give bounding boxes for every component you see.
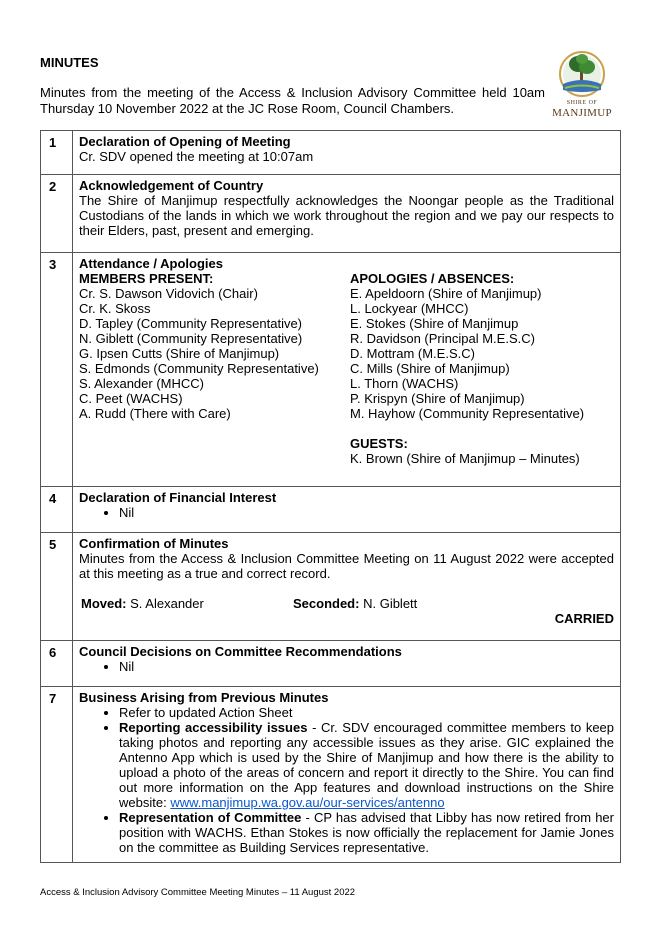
section-title: Declaration of Opening of Meeting	[79, 134, 291, 149]
logo-shire-of-text: SHIRE OF	[566, 100, 598, 106]
apologies-list	[350, 271, 614, 466]
list-item: Cr. K. Skoss	[79, 301, 151, 316]
list-item: • Nil	[119, 505, 614, 520]
table-row	[41, 175, 621, 253]
item-number: 6	[49, 645, 57, 660]
list-item: E. Stokes (Shire of Manjimup	[350, 316, 519, 331]
moved-label: Moved:	[81, 596, 127, 611]
list-item: Cr. S. Dawson Vidovich (Chair)	[79, 286, 258, 301]
section-title: Attendance / Apologies	[79, 256, 223, 271]
apologies-heading: APOLOGIES / ABSENCES:	[350, 271, 515, 286]
list-item: P. Krispyn (Shire of Manjimup)	[350, 391, 525, 406]
seconded-value: N. Giblett	[363, 596, 418, 611]
list-item: C. Mills (Shire of Manjimup)	[350, 361, 510, 376]
section-title: Council Decisions on Committee Recommendations	[79, 644, 402, 659]
list-item: D. Mottram (M.E.S.C)	[350, 346, 475, 361]
item-number: 1	[49, 135, 57, 150]
seconded-label: Seconded:	[293, 596, 360, 611]
section-text: Minutes from the Access & Inclusion Committee Meeting on 11 August 2022 were accepted at this meeting as a true and correct record.	[79, 551, 614, 581]
section-title: Business Arising from Previous Minutes	[79, 690, 329, 705]
item-number: 5	[49, 537, 57, 552]
members-present-list	[79, 271, 350, 466]
list-item: E. Apeldoorn (Shire of Manjimup)	[350, 286, 542, 301]
section-title: Confirmation of Minutes	[79, 536, 229, 551]
table-row	[41, 533, 621, 641]
list-item: D. Tapley (Community Representative)	[79, 316, 303, 331]
shire-logo	[551, 50, 613, 126]
table-row	[41, 487, 621, 533]
item-number: 3	[49, 257, 57, 272]
section-title: Acknowledgement of Country	[79, 178, 264, 193]
item-number: 7	[49, 691, 57, 706]
list-item: M. Hayhow (Community Representative)	[350, 406, 585, 421]
list-item: L. Lockyear (MHCC)	[350, 301, 469, 316]
logo-manjimup-text: MANJIMUP	[552, 107, 612, 119]
section-text: Cr. SDV opened the meeting at 10:07am	[79, 149, 314, 164]
minutes-table	[40, 130, 621, 863]
list-item: L. Thorn (WACHS)	[350, 376, 459, 391]
members-heading: MEMBERS PRESENT:	[79, 271, 214, 286]
table-row	[41, 641, 621, 687]
list-item: N. Giblett (Community Representative)	[79, 331, 303, 346]
shire-logo-emblem	[551, 50, 613, 102]
list-item: S. Alexander (MHCC)	[79, 376, 204, 391]
list-item: S. Edmonds (Community Representative)	[79, 361, 319, 376]
table-row	[41, 131, 621, 175]
list-item: R. Davidson (Principal M.E.S.C)	[350, 331, 535, 346]
page-title: MINUTES	[40, 55, 99, 70]
moved-value: S. Alexander	[130, 596, 204, 611]
section-text: The Shire of Manjimup respectfully acknowledges the Noongar people as the Traditional Custodians of the lands in which we work throughout the region and we pay our respects to their Elders, past, present and emerging.	[79, 193, 614, 238]
antenno-link[interactable]: www.manjimup.wa.gov.au/our-services/antenno	[170, 795, 445, 810]
table-row	[41, 687, 621, 863]
list-item: • Representation of Committee - CP has advised that Libby has now retired from her position with WACHS. Ethan Stokes is now officially the replacement for Jamie Jones on the committee as Building Services representative.	[119, 810, 614, 855]
list-item: A. Rudd (There with Care)	[79, 406, 231, 421]
bullet-heading: Representation of Committee	[119, 810, 302, 825]
guests-heading: GUESTS:	[350, 436, 408, 451]
motion-result: CARRIED	[554, 611, 614, 626]
item-number: 2	[49, 179, 57, 194]
list-item: K. Brown (Shire of Manjimup – Minutes)	[350, 451, 580, 466]
page-footer: Access & Inclusion Advisory Committee Meeting Minutes – 11 August 2022	[40, 887, 356, 898]
section-title: Declaration of Financial Interest	[79, 490, 277, 505]
table-row	[41, 253, 621, 487]
list-item: G. Ipsen Cutts (Shire of Manjimup)	[79, 346, 280, 361]
list-item: • Refer to updated Action Sheet	[119, 705, 614, 720]
list-item: • Nil	[119, 659, 614, 674]
list-item: • Reporting accessibility issues - Cr. SDV encouraged committee members to keep taking photos and reporting any accessible issues as they arise. GIC explained the Antenno App which is used by the Shire of Manjimup and how there is the ability to upload a photo of the areas of concern and report it directly to the Shire. You can find out more information on the App features and download instructions on the Shire website: www.manjimup.wa.gov.au/our-services/antenno	[119, 720, 614, 810]
item-number: 4	[49, 491, 57, 506]
list-item: C. Peet (WACHS)	[79, 391, 183, 406]
bullet-heading: Reporting accessibility issues	[119, 720, 308, 735]
intro-paragraph: Minutes from the meeting of the Access & Inclusion Advisory Committee held 10am Thursday 10 November 2022 at the JC Rose Room, Council Chambers.	[40, 85, 545, 116]
